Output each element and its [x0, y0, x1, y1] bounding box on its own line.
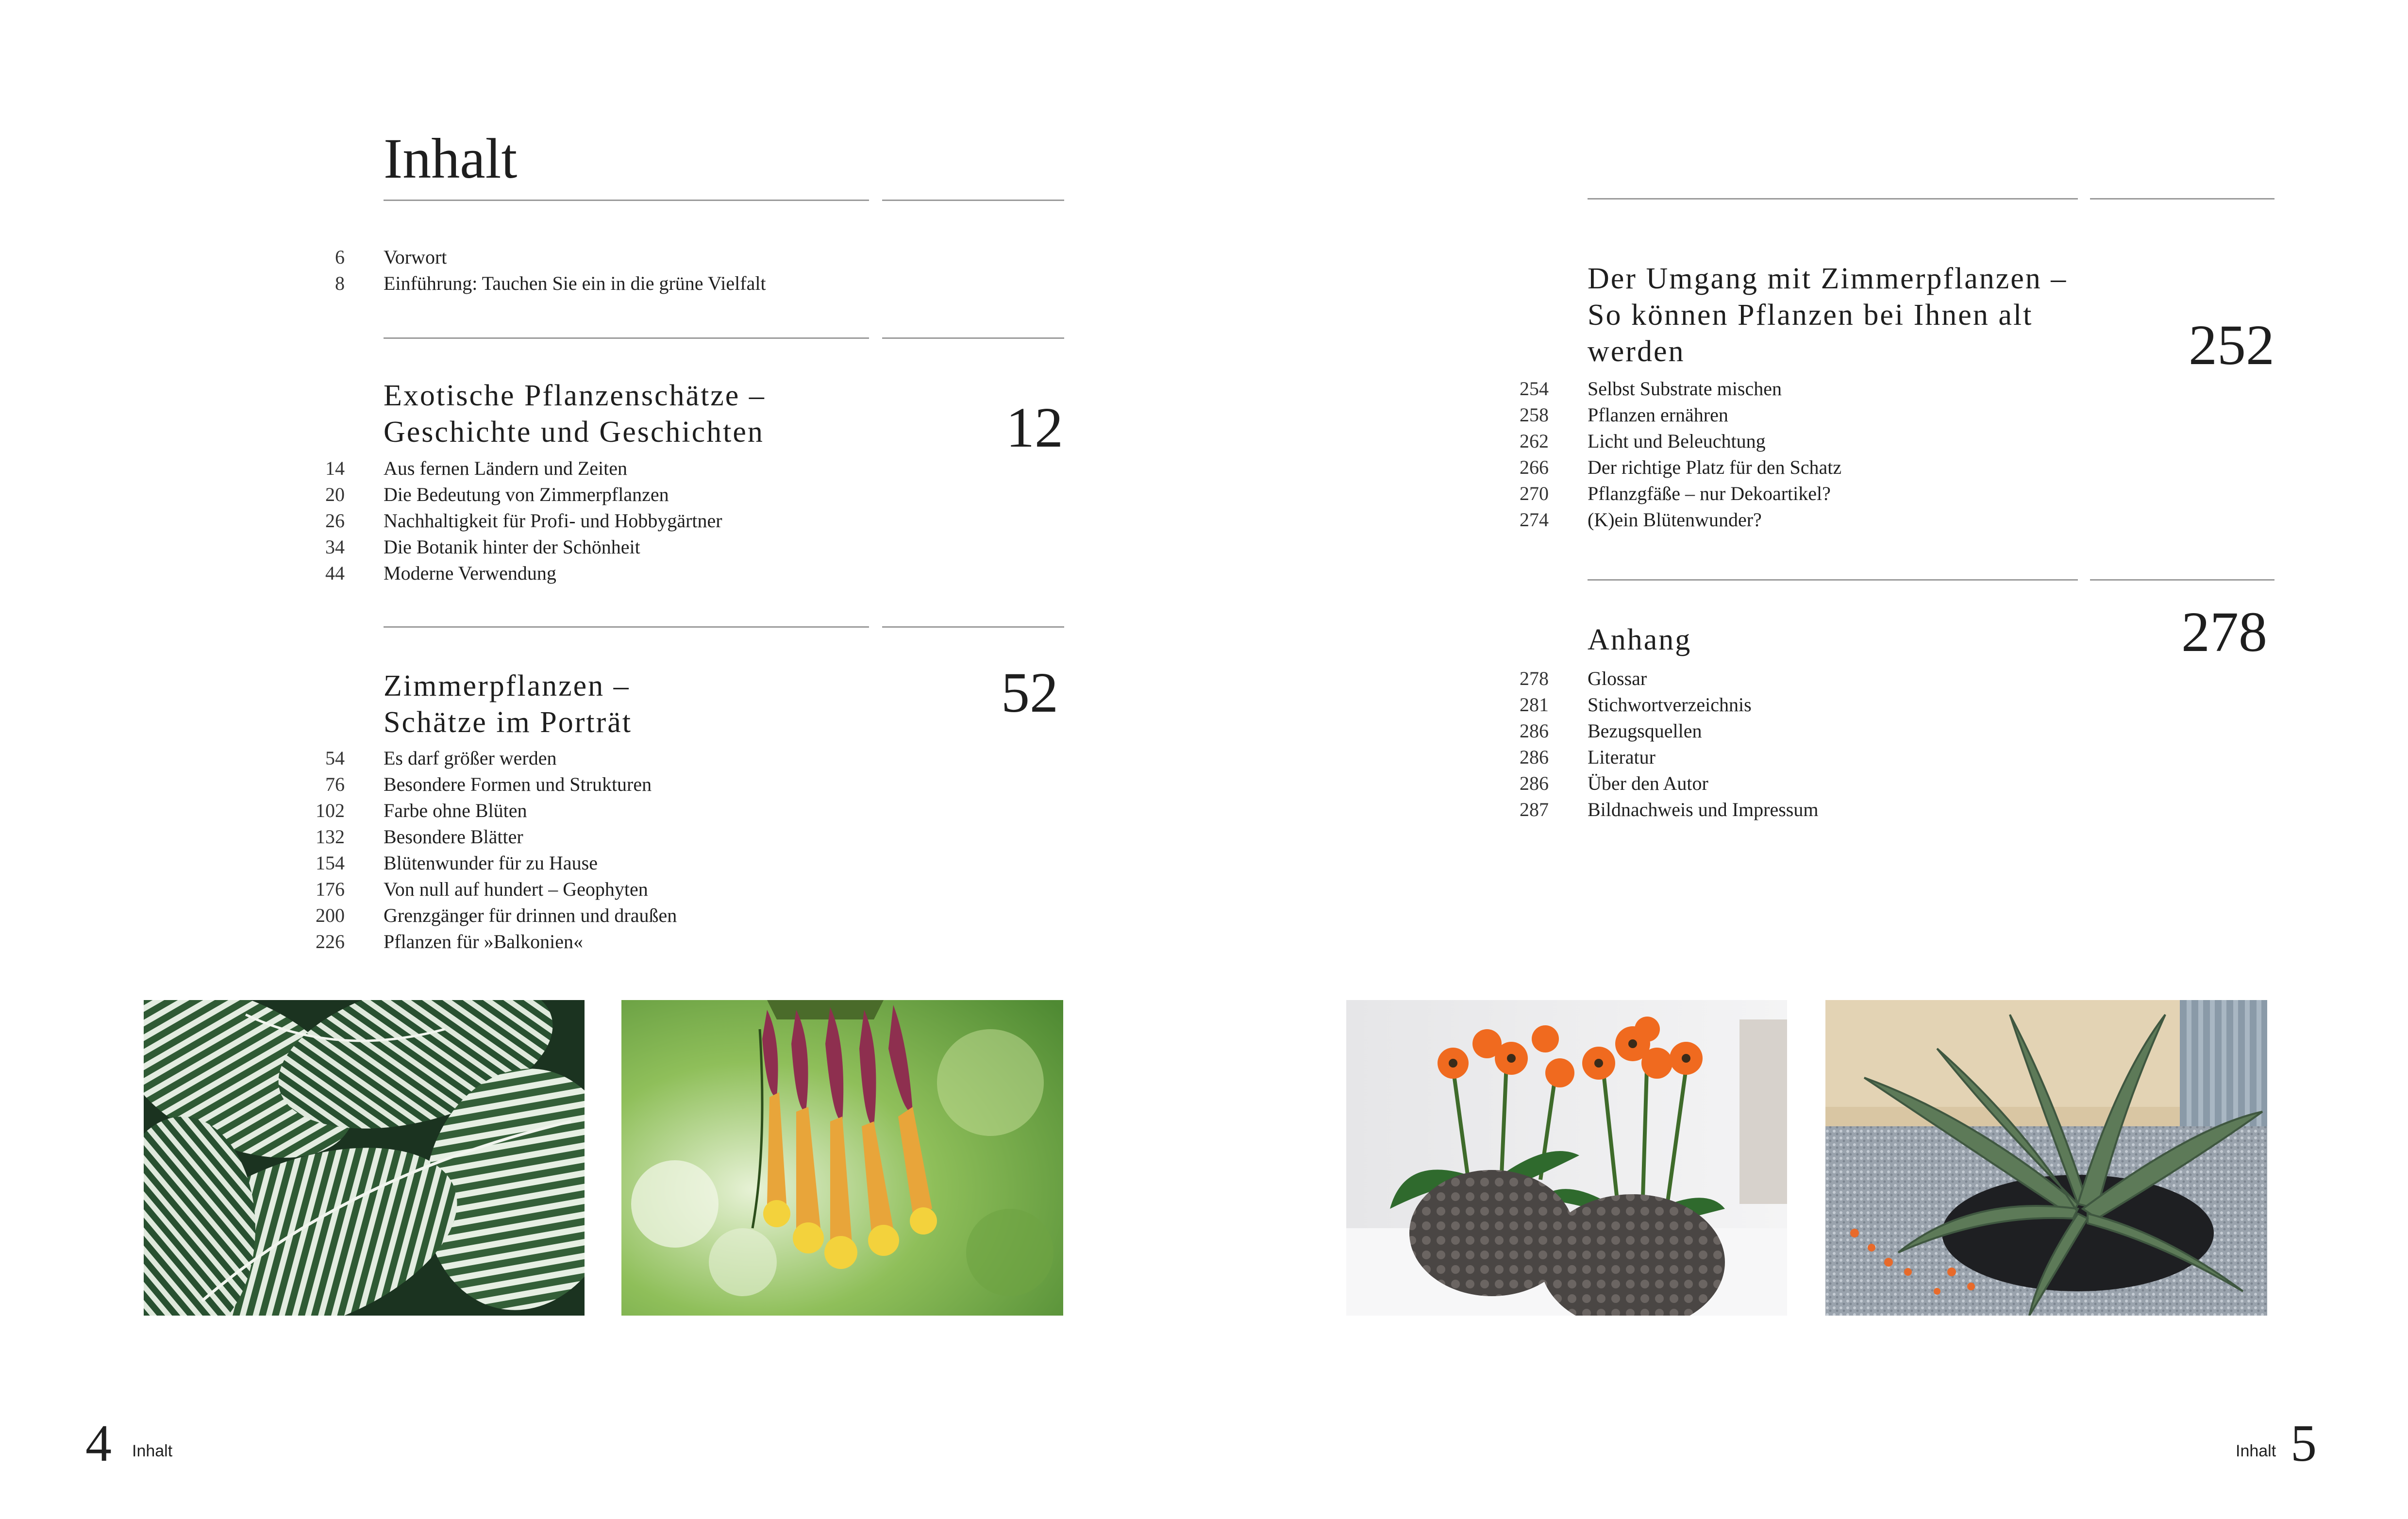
toc-page-number: 287 — [1520, 799, 1549, 820]
toc-page-number: 286 — [1520, 746, 1549, 768]
toc-section-list — [1471, 666, 2248, 823]
toc-entry[interactable] — [1471, 376, 2248, 402]
photo-agave-bowl — [1825, 1000, 2267, 1316]
toc-entry[interactable] — [267, 244, 1044, 270]
toc-intro-list — [267, 244, 1044, 297]
toc-entry-title: Stichwortverzeichnis — [1588, 694, 1752, 716]
toc-page-number: 200 — [316, 904, 345, 926]
toc-page-number: 154 — [316, 852, 345, 874]
toc-entry[interactable] — [267, 745, 1044, 771]
photo-calathea-leaves — [144, 1000, 585, 1316]
toc-entry[interactable] — [1471, 666, 2248, 692]
toc-entry-title: Der richtige Platz für den Schatz — [1588, 456, 1842, 478]
divider — [882, 200, 1064, 201]
toc-page-number: 132 — [316, 826, 345, 848]
toc-entry-title: Über den Autor — [1588, 772, 1708, 794]
divider — [882, 337, 1064, 339]
running-header: Inhalt — [2236, 1442, 2276, 1460]
toc-entry-title: Farbe ohne Blüten — [384, 800, 527, 821]
toc-entry-title: Besondere Blätter — [384, 826, 523, 848]
toc-entry-title: Besondere Formen und Strukturen — [384, 773, 652, 795]
toc-page-number: 6 — [335, 246, 345, 268]
toc-entry[interactable] — [267, 929, 1044, 955]
toc-page-number: 20 — [325, 484, 345, 505]
toc-page-number: 266 — [1520, 456, 1549, 478]
page-number: 4 — [85, 1415, 112, 1472]
toc-entry[interactable] — [267, 482, 1044, 508]
toc-page-number: 8 — [335, 272, 345, 294]
toc-entry[interactable] — [1471, 770, 2248, 797]
section-page-number: 52 — [1001, 661, 1058, 724]
toc-entry[interactable] — [1471, 797, 2248, 823]
toc-entry-title: Vorwort — [384, 246, 447, 268]
toc-entry-title: Grenzgänger für drinnen und draußen — [384, 904, 677, 926]
divider — [384, 200, 869, 201]
toc-page-number: 102 — [316, 800, 345, 821]
photo-hanging-flowers — [621, 1000, 1063, 1316]
running-header: Inhalt — [132, 1442, 173, 1460]
toc-entry[interactable] — [267, 850, 1044, 876]
toc-page-number: 226 — [316, 931, 345, 952]
toc-entry[interactable] — [1471, 507, 2248, 533]
toc-entry[interactable] — [267, 534, 1044, 560]
toc-section-list — [267, 745, 1044, 955]
section-title: Anhang — [1588, 623, 1692, 656]
toc-entry[interactable] — [1471, 744, 2248, 770]
toc-entry-title: Pflanzen ernähren — [1588, 404, 1728, 426]
toc-page-number: 176 — [316, 878, 345, 900]
divider — [384, 626, 869, 628]
toc-page-number: 270 — [1520, 483, 1549, 504]
toc-entry-title: Pflanzen für »Balkonien« — [384, 931, 583, 952]
section-page-number: 12 — [1006, 396, 1063, 459]
divider — [384, 337, 869, 339]
toc-section-list — [267, 455, 1044, 586]
divider — [1588, 198, 2078, 200]
toc-entry-title: (K)ein Blütenwunder? — [1588, 509, 1762, 531]
toc-entry[interactable] — [267, 508, 1044, 534]
toc-page-number: 44 — [325, 562, 345, 584]
toc-entry-title: Von null auf hundert – Geophyten — [384, 878, 648, 900]
toc-page-number: 281 — [1520, 694, 1549, 716]
toc-entry-title: Moderne Verwendung — [384, 562, 556, 584]
toc-entry-title: Einführung: Tauchen Sie ein in die grüne Vielfalt — [384, 272, 766, 294]
toc-entry-title: Die Bedeutung von Zimmerpflanzen — [384, 484, 669, 505]
toc-entry-title: Glossar — [1588, 668, 1647, 689]
toc-entry-title: Pflanzgfäße – nur Dekoartikel? — [1588, 483, 1831, 504]
toc-entry[interactable] — [267, 771, 1044, 798]
toc-section-list — [1471, 376, 2248, 533]
toc-page-number: 274 — [1520, 509, 1549, 531]
toc-page-number: 258 — [1520, 404, 1549, 426]
toc-page-number: 286 — [1520, 720, 1549, 742]
toc-entry[interactable] — [267, 270, 1044, 297]
toc-page-number: 254 — [1520, 378, 1549, 400]
page-title: Inhalt — [384, 127, 518, 190]
toc-entry[interactable] — [267, 824, 1044, 850]
toc-entry[interactable] — [267, 560, 1044, 586]
section-title: Der Umgang mit Zimmerpflanzen – So können Pflanzen bei Ihnen alt werden — [1588, 262, 2068, 368]
toc-entry-title: Es darf größer werden — [384, 747, 557, 769]
toc-page-number: 262 — [1520, 430, 1549, 452]
toc-entry[interactable] — [1471, 718, 2248, 744]
toc-entry-title: Selbst Substrate mischen — [1588, 378, 1782, 400]
toc-page-number: 54 — [325, 747, 345, 769]
page-number: 5 — [2291, 1415, 2317, 1472]
toc-entry[interactable] — [1471, 692, 2248, 718]
toc-entry[interactable] — [1471, 481, 2248, 507]
toc-entry[interactable] — [267, 798, 1044, 824]
divider — [2090, 198, 2274, 200]
toc-page-number: 26 — [325, 510, 345, 532]
toc-page-number: 278 — [1520, 668, 1549, 689]
toc-entry-title: Die Botanik hinter der Schönheit — [384, 536, 640, 558]
toc-page-number: 286 — [1520, 772, 1549, 794]
toc-page-number: 34 — [325, 536, 345, 558]
toc-entry[interactable] — [267, 876, 1044, 902]
section-title: Zimmerpflanzen – Schätze im Porträt — [384, 669, 632, 739]
toc-entry[interactable] — [267, 455, 1044, 482]
photo-orange-flowers-pots — [1346, 1000, 1787, 1316]
toc-page-number: 76 — [325, 773, 345, 795]
toc-entry-title: Licht und Beleuchtung — [1588, 430, 1766, 452]
section-page-number: 278 — [2181, 600, 2267, 664]
toc-entry-title: Bezugsquellen — [1588, 720, 1702, 742]
toc-entry-title: Nachhaltigkeit für Profi- und Hobbygärtner — [384, 510, 722, 532]
section-page-number: 252 — [2189, 313, 2274, 377]
toc-entry[interactable] — [1471, 428, 2248, 454]
section-title: Exotische Pflanzenschätze – Geschichte und Geschichten — [384, 379, 766, 449]
divider — [2090, 579, 2274, 581]
divider — [1588, 579, 2078, 581]
toc-entry-title: Bildnachweis und Impressum — [1588, 799, 1819, 820]
toc-entry[interactable] — [267, 902, 1044, 929]
toc-page-number: 14 — [325, 457, 345, 479]
toc-entry-title: Aus fernen Ländern und Zeiten — [384, 457, 628, 479]
toc-entry[interactable] — [1471, 454, 2248, 481]
toc-entry[interactable] — [1471, 402, 2248, 428]
toc-entry-title: Blütenwunder für zu Hause — [384, 852, 598, 874]
divider — [882, 626, 1064, 628]
toc-entry-title: Literatur — [1588, 746, 1656, 768]
